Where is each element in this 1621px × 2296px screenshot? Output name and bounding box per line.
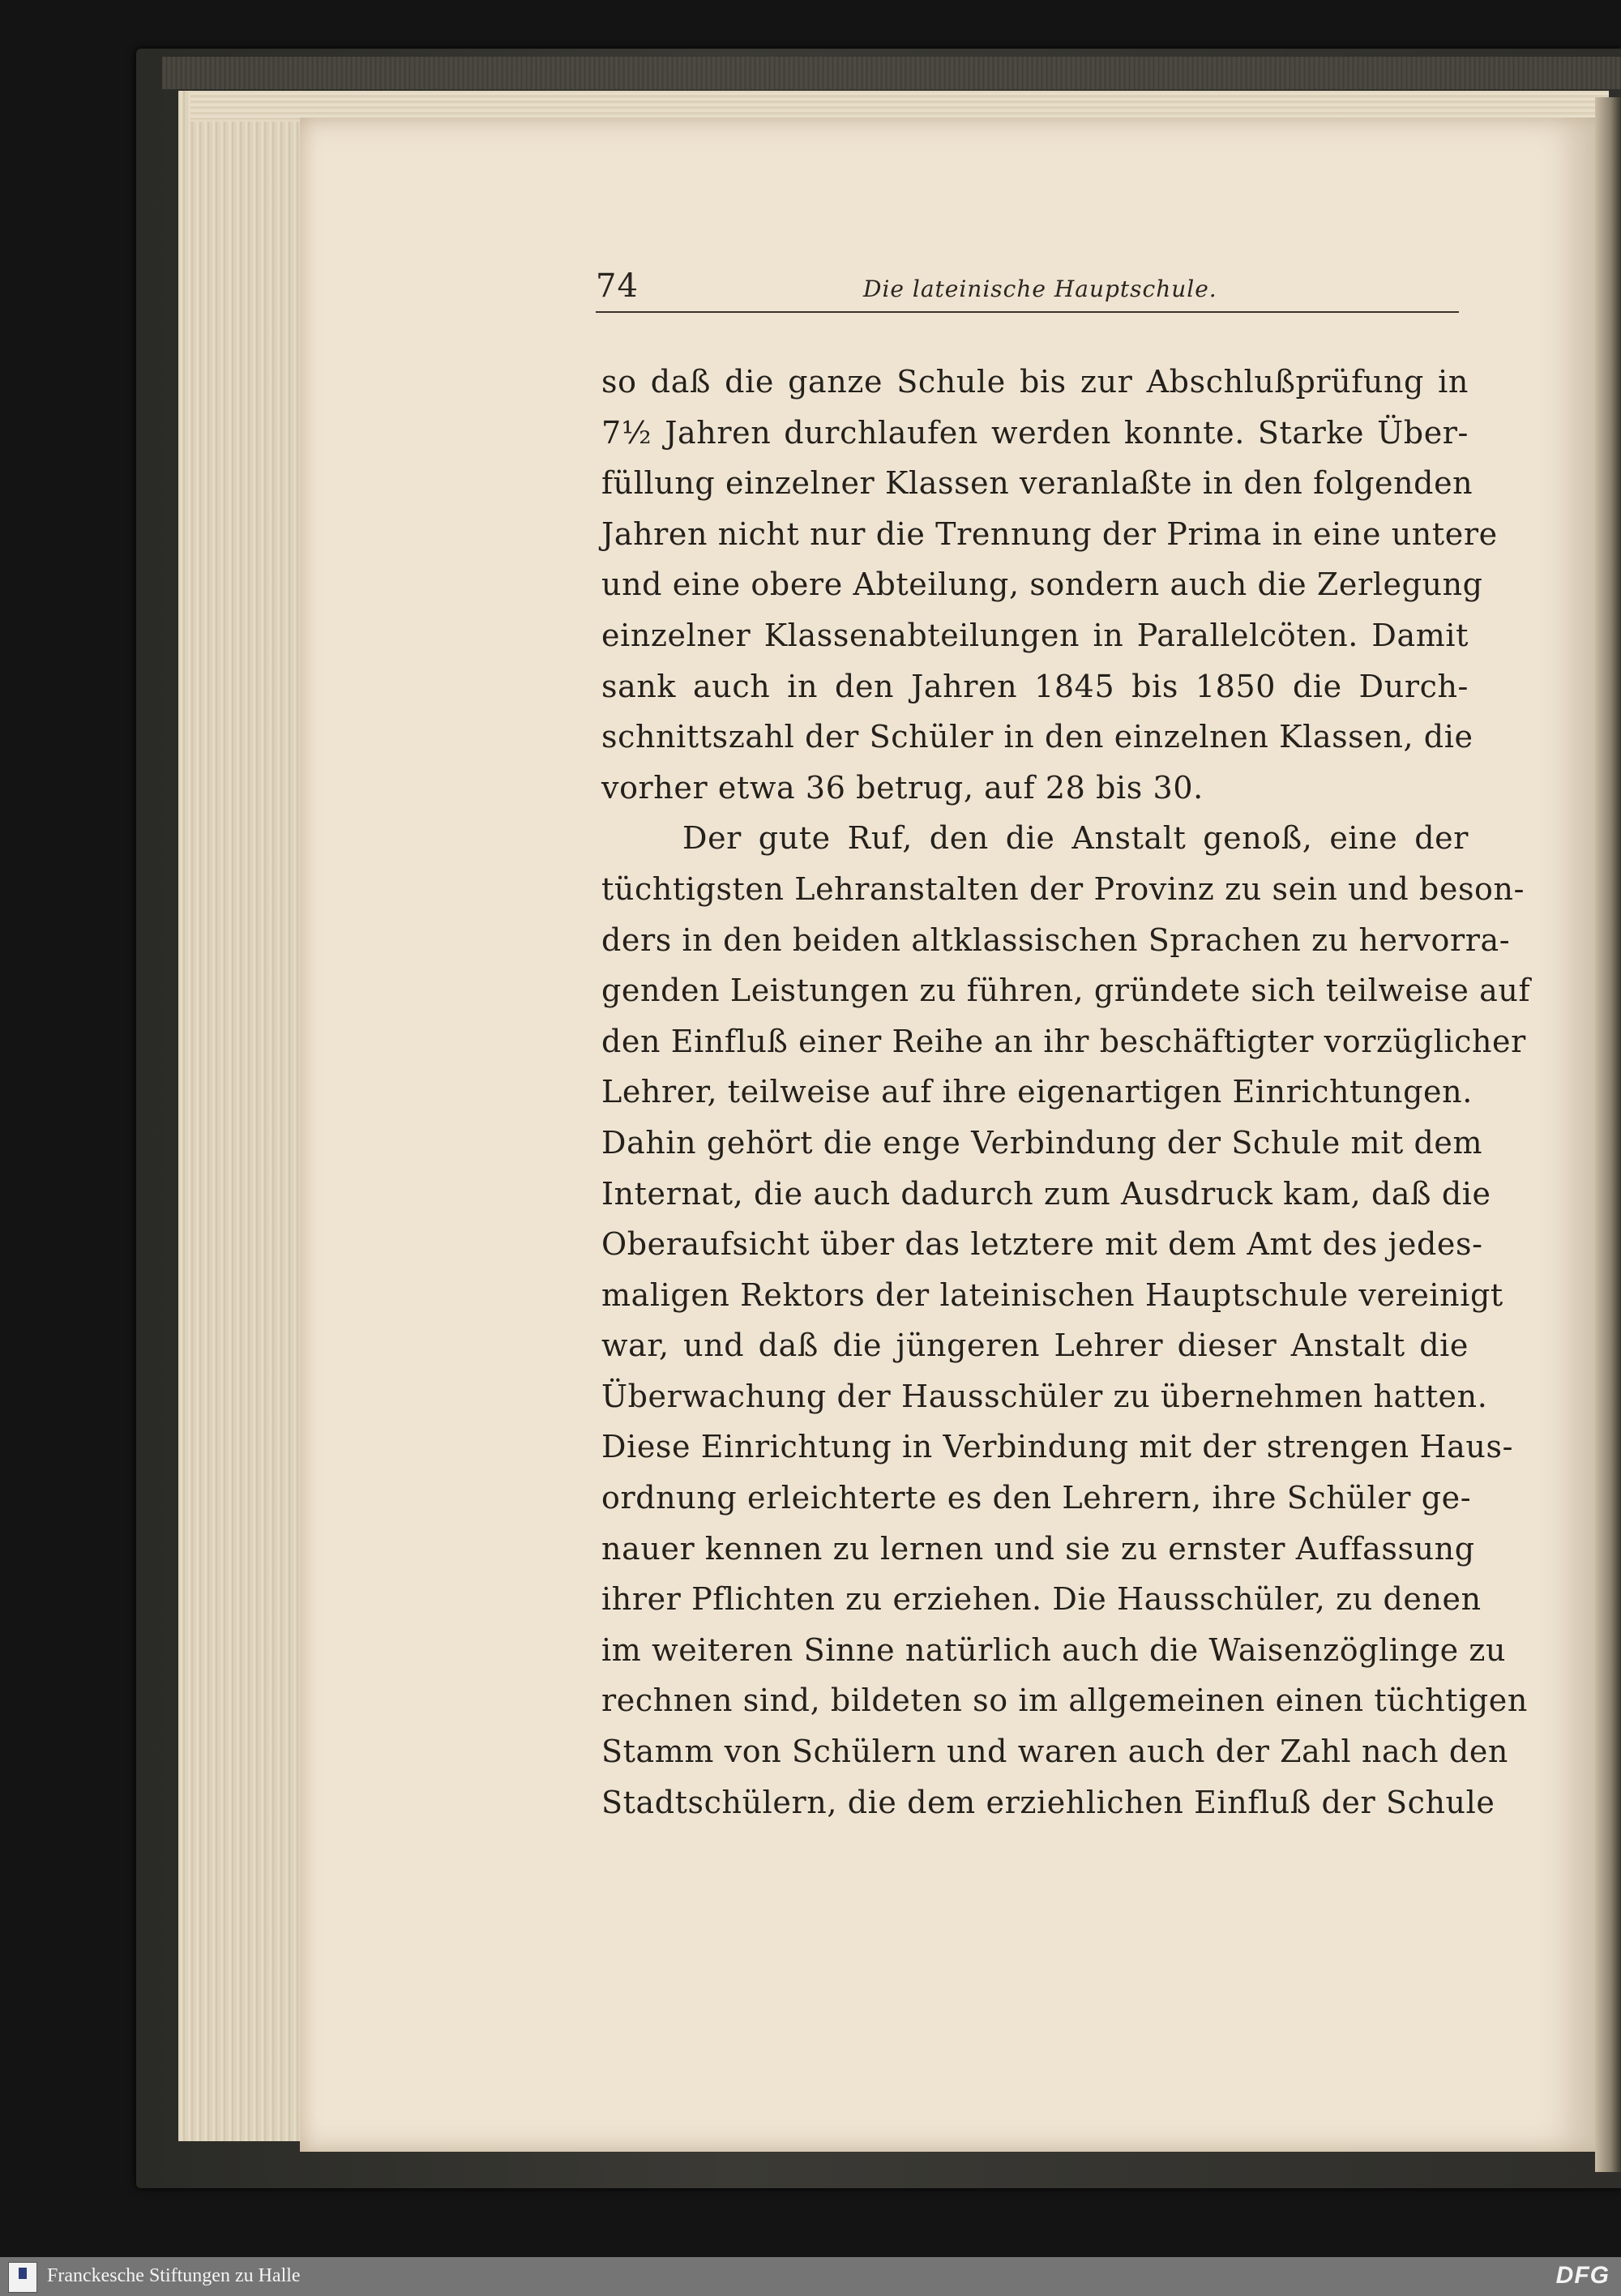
header-rule [596,311,1459,313]
text-line: sank auch in den Jahren 1845 bis 1850 die Durch- [601,668,1469,704]
text-line: ihrer Pflichten zu erziehen. Die Hausschüler, zu denen [601,1581,1482,1618]
text-line: Oberaufsicht über das letztere mit dem Amt des jedes- [601,1226,1483,1263]
page-gutter [1595,97,1621,2172]
text-line: genden Leistungen zu führen, gründete sich teilweise auf [601,973,1531,1009]
text-line: Überwachung der Hausschüler zu übernehmen hatten. [601,1378,1488,1414]
running-head [596,267,1459,308]
text-line: 7½ Jahren durchlaufen werden konnte. Starke Über- [601,414,1469,451]
text-line: ders in den beiden altklassischen Sprachen zu hervorra- [601,921,1511,958]
text-line: Diese Einrichtung in Verbindung mit der strengen Haus- [601,1429,1514,1465]
text-line: Lehrer, teilweise auf ihre eigenartigen Einrichtungen. [601,1074,1473,1110]
text-line: den Einfluß einer Reihe an ihr beschäftigter vorzüglicher [601,1023,1526,1059]
body-text [601,357,1531,1828]
institution-logo-icon [8,2262,37,2293]
text-line: Der gute Ruf, den die Anstalt genoß, eine der [682,820,1469,857]
text-line: nauer kennen zu lernen und sie zu ernster Auffassung [601,1530,1475,1567]
text-line: so daß die ganze Schule bis zur Abschlußprüfung in [601,364,1469,400]
text-line: rechnen sind, bildeten so im allgemeinen einen tüchtigen [601,1682,1528,1719]
text-line: im weiteren Sinne natürlich auch die Waisenzöglinge zu [601,1631,1507,1668]
footer-bar [0,2257,1621,2296]
page-number: 74 [596,267,639,305]
dfg-logo: DFG [1555,2262,1610,2289]
text-line: füllung einzelner Klassen veranlaßte in den folgenden [601,465,1473,502]
running-head-title: Die lateinische Hauptschule. [863,276,1217,302]
logo-mark [19,2268,27,2279]
text-line: war, und daß die jüngeren Lehrer dieser Anstalt die [601,1328,1469,1364]
page-stack-edge [178,91,310,2141]
institution-name: Franckesche Stiftungen zu Halle [47,2265,301,2286]
text-line: Internat, die auch dadurch zum Ausdruck kam, daß die [601,1175,1491,1212]
text-line: maligen Rektors der lateinischen Hauptschule vereinigt [601,1276,1503,1313]
text-line: und eine obere Abteilung, sondern auch die Zerlegung [601,567,1483,603]
text-line: Jahren nicht nur die Trennung der Prima in eine untere [601,515,1498,552]
text-line: tüchtigsten Lehranstalten der Provinz zu sein und beson- [601,870,1525,907]
text-line: vorher etwa 36 betrug, auf 28 bis 30. [601,769,1204,806]
cover-edge [162,57,1621,89]
text-line: Dahin gehört die enge Verbindung der Schule mit dem [601,1124,1483,1161]
text-line: einzelner Klassenabteilungen in Parallelcöten. Damit [601,617,1469,653]
text-line: ordnung erleichterte es den Lehrern, ihre Schüler ge- [601,1480,1472,1516]
text-line: Stamm von Schülern und waren auch der Zahl nach den [601,1734,1508,1770]
text-line: Stadtschülern, die dem erziehlichen Einfluß der Schule [601,1784,1495,1820]
text-line: schnittszahl der Schüler in den einzelnen Klassen, die [601,719,1473,755]
